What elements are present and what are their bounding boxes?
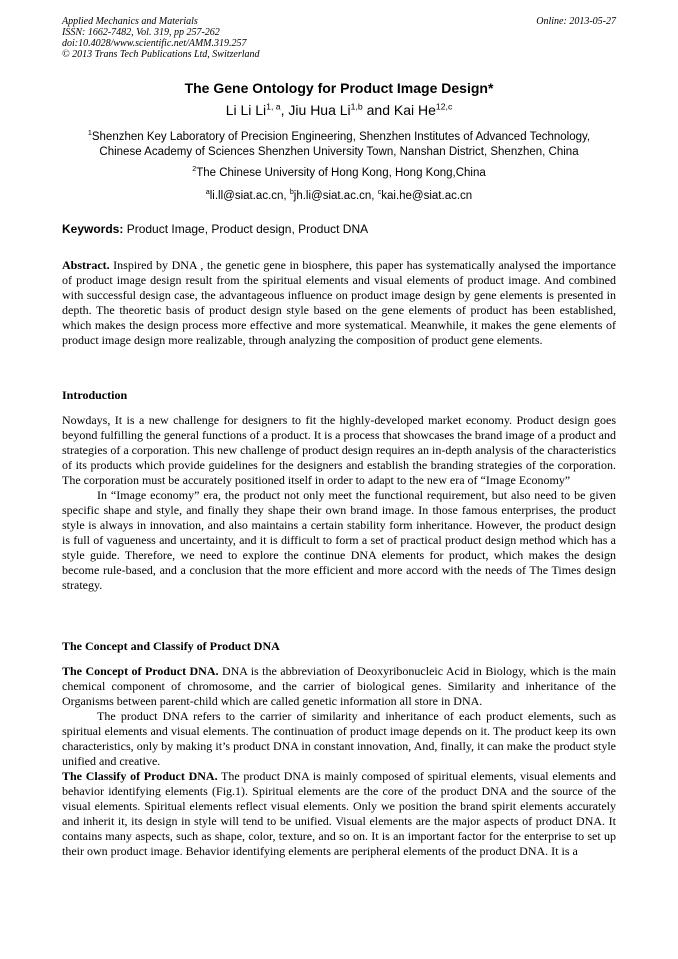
- keywords: [62, 222, 368, 236]
- paragraph: Nowdays, It is a new challenge for designers to fit the highly-developed market economy. Product design goes beyond fulfilling the general functions of a product. It is a process that showcases the brand image of a product and strategies of a corporation. This new challenge of product design requires an in-depth analysis of the characteristics of its products which provide guidelines for the designers and establish the branding strategies of the corporation. The corporation must be accurately positioned itself in order to adapt to the new era of “Image Economy”: [62, 413, 616, 487]
- author-name: Li Li Li: [225, 102, 267, 118]
- affiliation-1: $^1$Shenzhen Key Laboratory of Precision Engineering, Shenzhen Institutes of Advanced Technology, Chinese Academy of Sciences Shenzhen University Town, Nanshan District, Shenzhen, China: [87, 129, 591, 158]
- author-emails: $^a$li.ll@siat.ac.cn, $^b$jh.li@siat.ac.cn, $^c$kai.he@siat.ac.cn: [205, 188, 473, 202]
- abstract-label: Abstract.: [62, 258, 110, 272]
- author-list: Li Li Li$^{1, a}$, Jiu Hua Li$^{1,b}$ and Kai He$^{12,c}$: [225, 101, 453, 118]
- paragraph: The product DNA is mainly composed of spiritual elements, visual elements and behavior identifying elements (Fig.1). Spiritual elements are the core of the product DNA and the source of the visual elements. Spiritual elements reflect visual elements. Only we position the brand spirit elements accurately and inherit it, its design in style will tend to be unified. Visual elements are the major aspects of product DNA. It contains many aspects, such as shape, color, texture, and so on. It is an important factor for the enterprise to set up their own product image. Behavior identifying elements are peripheral elements of the product DNA. It is a: [62, 769, 616, 858]
- concept-body: [62, 664, 616, 859]
- abstract: [62, 258, 616, 348]
- doi-line: doi:10.4028/www.scientific.net/AMM.319.257: [62, 38, 247, 49]
- email-link[interactable]: jh.li@siat.ac.cn,: [293, 190, 378, 202]
- email-link[interactable]: li.ll@siat.ac.cn,: [209, 190, 290, 202]
- section-heading-concept: The Concept and Classify of Product DNA: [62, 639, 280, 653]
- journal-name: Applied Mechanics and Materials: [62, 16, 198, 27]
- abstract-text: Inspired by DNA , the genetic gene in biosphere, this paper has systematically analysed the importance of product image design result from the spiritual elements and visual elements of product image. And combined with successful design case, the advantageous influence on product image design by gene elements is presented in depth. The theoretic basis of product design style based on the gene elements of product has been established, which makes the design process more effective and more systematical. Meanwhile, it makes the gene elements of product image design more realizable, through analyzing the composition of product gene elements.: [62, 258, 616, 347]
- keywords-text: Product Image, Product design, Product DNA: [123, 222, 369, 236]
- subheading-concept: The Concept of Product DNA.: [62, 664, 219, 678]
- keywords-label: Keywords:: [62, 222, 124, 236]
- author-sup: 1, a: [266, 101, 281, 112]
- paragraph: In “Image economy” era, the product not only meet the functional requirement, but also need to be given specific shape and style, and finally they shape their own brand image. In those famous enterprises, the product style is always in innovation, and also maintains a certain stability form inheritance. However, the product design is full of vagueness and uncertainty, and it is difficult to form a set of practical product design method which has a style guide. Therefore, we need to explore the continue DNA elements for product, which makes the design become rule-based, and a conclusion that the more efficient and more accord with the needs of The Times design strategy.: [62, 488, 616, 592]
- copyright-line: © 2013 Trans Tech Publications Ltd, Switzerland: [62, 49, 260, 60]
- author-sup: 1,b: [350, 101, 363, 112]
- subheading-classify: The Classify of Product DNA.: [62, 769, 218, 783]
- affiliation-2: $^2$The Chinese University of Hong Kong, Hong Kong,China: [192, 165, 486, 179]
- paragraph: DNA is the abbreviation of Deoxyribonucleic Acid in Biology, which is the main chemical component of chromosome, and the carrier of biological genes. Similarity and inheritance of the Organisms between parent-child which are called genetic information all store in DNA.: [62, 664, 616, 708]
- introduction-body: [62, 413, 616, 593]
- journal-meta: [62, 16, 260, 60]
- paragraph: The product DNA refers to the carrier of similarity and inheritance of each product elements, such as spiritual elements and visual elements. The continuation of product image depends on it. The product keep its own characteristics, only by making it’s product DNA in constant innovation, And, finally, it can make the product style unified and creative.: [62, 709, 616, 768]
- online-date: Online: 2013-05-27: [536, 16, 616, 27]
- issn-line: ISSN: 1662-7482, Vol. 319, pp 257-262: [62, 27, 220, 38]
- paper-title: The Gene Ontology for Product Image Design*: [184, 80, 494, 96]
- author-name: Kai He: [393, 102, 436, 118]
- author-name: Jiu Hua Li: [288, 102, 351, 118]
- author-sup: 12,c: [435, 101, 453, 112]
- email-link[interactable]: kai.he@siat.ac.cn: [381, 190, 473, 202]
- section-heading-introduction: Introduction: [62, 388, 128, 402]
